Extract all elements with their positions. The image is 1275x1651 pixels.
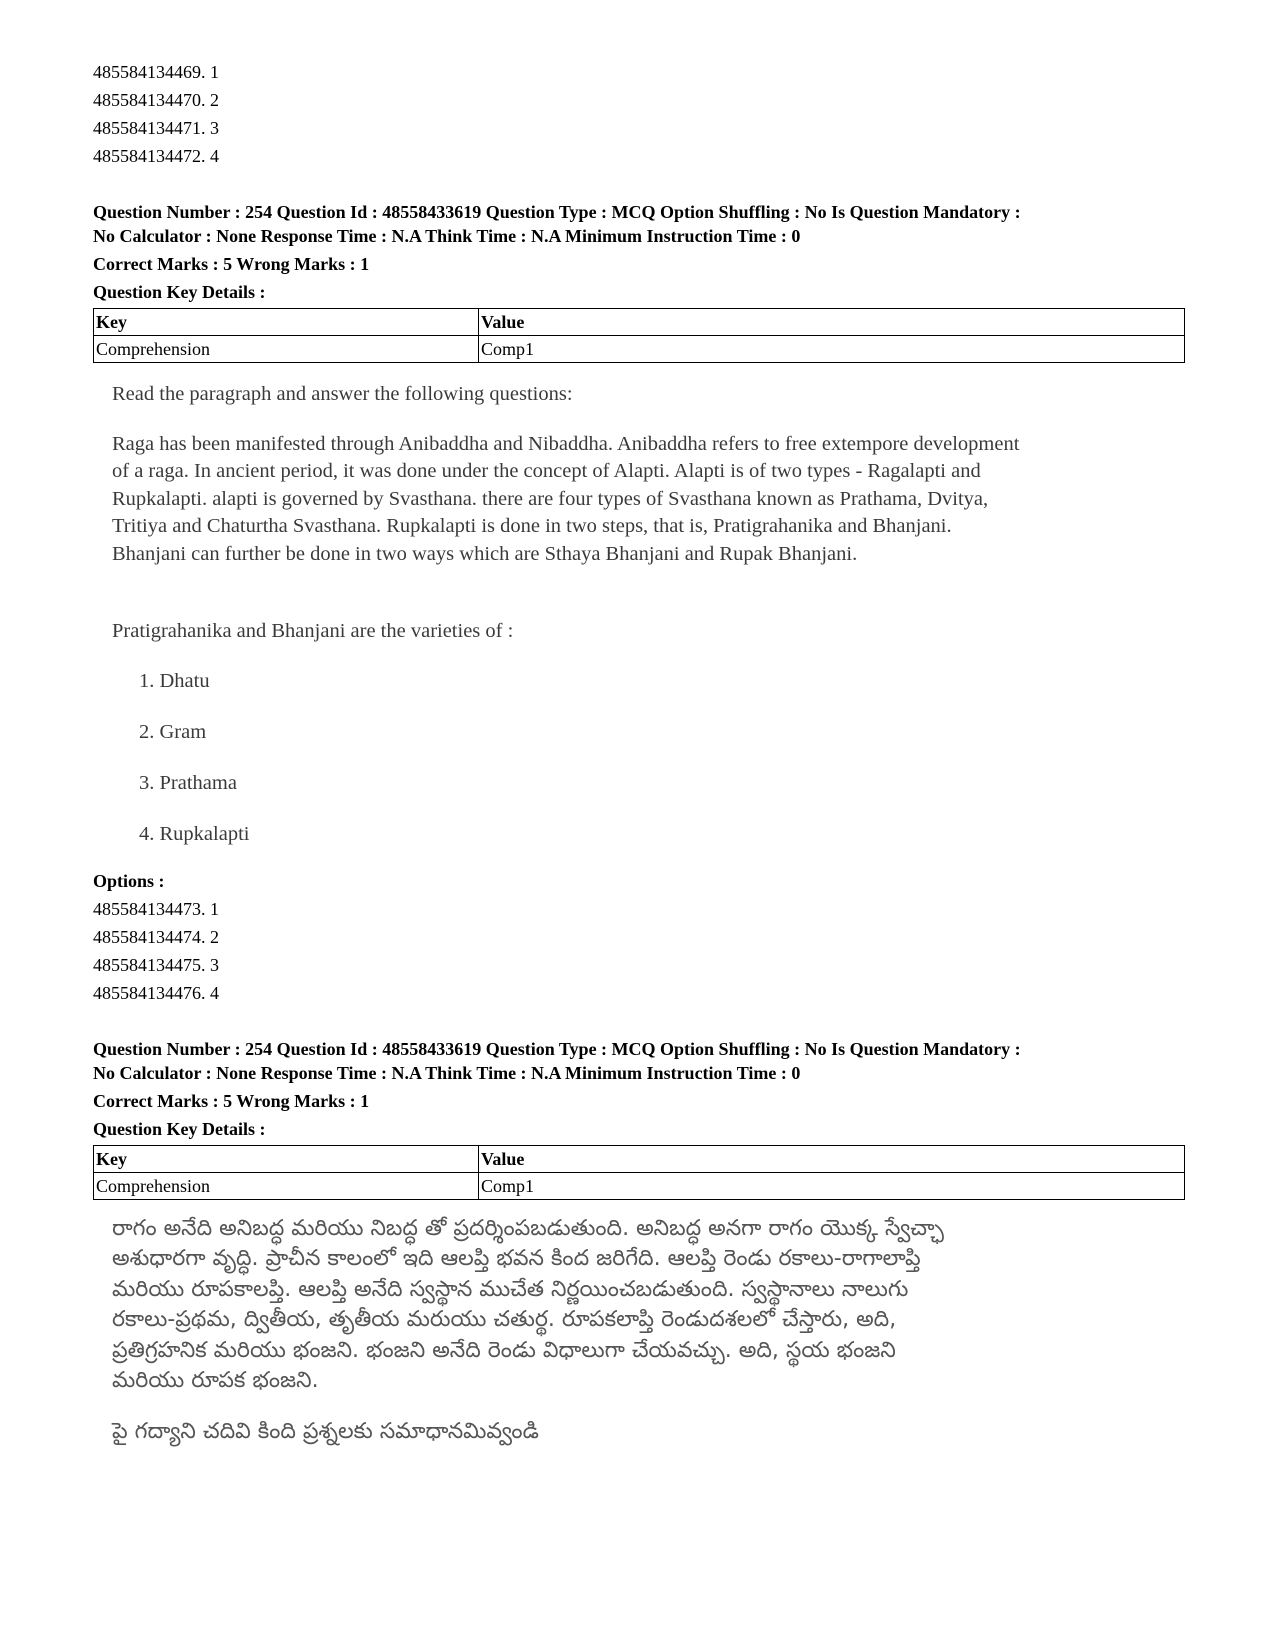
table-cell-value: Comp1	[479, 1172, 1185, 1199]
table-header-key: Key	[94, 309, 479, 336]
table-cell-key: Comprehension	[94, 336, 479, 363]
marks-line: Correct Marks : 5 Wrong Marks : 1	[93, 254, 370, 274]
question-header-line: Question Number : 254 Question Id : 48558433619 Question Type : MCQ Option Shuffling : No Is Question Mandatory :	[93, 1038, 1021, 1059]
option-id-line: 485584134472. 4	[93, 146, 219, 166]
key-details-label: Question Key Details :	[93, 282, 266, 302]
question-block-1	[93, 200, 1183, 1007]
option-id-line: 485584134476. 4	[93, 982, 219, 1003]
telugu-passage	[93, 1214, 1172, 1448]
option-id-line: 485584134470. 2	[93, 90, 219, 110]
choice-item: 2. Gram	[139, 720, 207, 743]
passage-line: of a raga. In ancient period, it was done under the concept of Alapti. Alapti is of two types - Ragalapti and	[112, 460, 981, 482]
option-id-line: 485584134469. 1	[93, 62, 219, 82]
question-header-line: No Calculator : None Response Time : N.A Think Time : N.A Minimum Instruction Time : 0	[93, 226, 801, 246]
key-details-table	[93, 1145, 1185, 1200]
table-cell-value: Comp1	[479, 336, 1185, 363]
passage-line: Raga has been manifested through Anibaddha and Nibaddha. Anibaddha refers to free extempore development	[112, 432, 1020, 455]
table-row	[94, 1172, 1185, 1199]
telugu-passage-line: ప్రతిగ్రహనిక మరియు భంజని. భంజని అనేది రెండు విధాలుగా చేయవచ్చు. అది, స్థయ భంజని	[112, 1337, 896, 1363]
options-list	[93, 895, 1183, 1007]
question-block-2	[93, 1037, 1183, 1448]
telugu-passage-line: రకాలు-ప్రథమ, ద్వితీయ, తృతీయ మరుయు చతుర్థ. రూపకలాప్తి రెండుదశలలో చేస్తారు, అది,	[112, 1307, 897, 1332]
telugu-passage-line: మరియు రూపకాలప్తి. ఆలప్తి అనేది స్వస్థాన ముచేత నిర్ణయించబడుతుంది. స్వస్థానాలు నాలుగు	[112, 1276, 909, 1302]
choice-item: 4. Rupkalapti	[139, 822, 250, 845]
key-details-label: Question Key Details :	[93, 1118, 266, 1139]
table-header-row	[94, 309, 1185, 336]
option-id-line: 485584134475. 3	[93, 954, 219, 975]
marks-line: Correct Marks : 5 Wrong Marks : 1	[93, 1090, 370, 1111]
option-id-line: 485584134474. 2	[93, 926, 219, 947]
choice-list	[112, 668, 1172, 851]
table-row	[94, 336, 1185, 363]
table-header-key: Key	[94, 1145, 479, 1172]
choice-item: 3. Prathama	[139, 771, 237, 794]
passage-line: Tritiya and Chaturtha Svasthana. Rupkalapti is done in two steps, that is, Pratigrahanika and Bhanjani.	[112, 515, 952, 537]
passage-line: Rupkalapti. alapti is governed by Svasthana. there are four types of Svasthana known as Prathama, Dvitya,	[112, 487, 989, 510]
choice-item: 1. Dhatu	[139, 669, 210, 692]
question-text: Pratigrahanika and Bhanjani are the varieties of :	[112, 620, 514, 642]
telugu-passage-line: అశుధారగా వృద్ధి. ప్రాచీన కాలంలో ఇది ఆలప్తి భవన కింద జరిగేది. ఆలప్తి రెండు రకాలు-రాగాలాప్తి	[112, 1246, 921, 1271]
telugu-instruction: పై గద్యాని చదివి కింది ప్రశ్నలకు సమాధానమివ్వండి	[112, 1418, 539, 1444]
document-page	[93, 58, 1183, 1447]
table-header-value: Value	[479, 309, 1185, 336]
top-options-list	[93, 58, 1183, 170]
question-header-line: Question Number : 254 Question Id : 48558433619 Question Type : MCQ Option Shuffling : No Is Question Mandatory :	[93, 202, 1021, 222]
table-cell-key: Comprehension	[94, 1172, 479, 1199]
options-label: Options :	[93, 870, 165, 891]
telugu-passage-line: మరియు రూపక భంజని.	[112, 1368, 319, 1393]
question-header-line: No Calculator : None Response Time : N.A Think Time : N.A Minimum Instruction Time : 0	[93, 1062, 801, 1083]
comprehension-passage	[93, 381, 1172, 851]
key-details-table	[93, 308, 1185, 363]
telugu-passage-line: రాగం అనేది అనిబద్ధ మరియు నిబద్ధ తో ప్రదర్శింపబడుతుంది. అనిబద్ధ అనగా రాగం యొక్క స్వేచ్ఛా	[112, 1215, 944, 1241]
passage-instruction: Read the paragraph and answer the following questions:	[112, 383, 573, 405]
option-id-line: 485584134471. 3	[93, 118, 219, 138]
option-id-line: 485584134473. 1	[93, 898, 219, 919]
table-header-row	[94, 1145, 1185, 1172]
table-header-value: Value	[479, 1145, 1185, 1172]
passage-line: Bhanjani can further be done in two ways which are Sthaya Bhanjani and Rupak Bhanjani.	[112, 542, 858, 565]
